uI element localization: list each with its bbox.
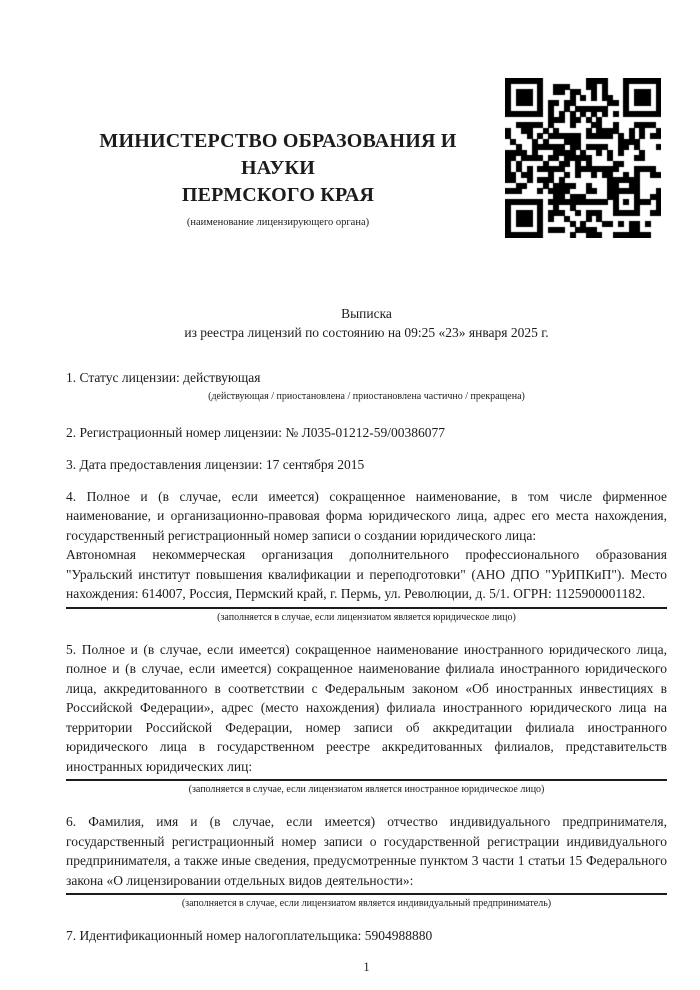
document-title-line1: Выписка xyxy=(341,306,392,321)
taxpayer-number-text: 7. Идентификационный номер налогоплательщика: 5904988880 xyxy=(66,928,433,943)
foreign-entity-underline xyxy=(66,779,667,781)
item-registration-number xyxy=(66,423,667,443)
entrepreneur-underline xyxy=(66,893,667,895)
item-license-grant-date xyxy=(66,455,667,475)
legal-entity-caption: (заполняется в случае, если лицензиатом является юридическое лицо) xyxy=(217,611,516,623)
legal-entity-value: Автономная некоммерческая организация дополнительного профессионального образования "Уральский институт повышения квалификации и переподготовки" (АНО ДПО "УрИПКиП"). Место нахождения: 614007, Россия, Пермский край, г. Пермь, ул. Революции, д. 5/1. ОГРН: 1125900001182. xyxy=(66,547,667,601)
licensing-authority-caption: (наименование лицензирующего органа) xyxy=(186,217,370,228)
document-title-line2: из реестра лицензий по состоянию на 09:25 «23» января 2025 г. xyxy=(184,325,549,340)
legal-entity-label: 4. Полное и (в случае, если имеется) сокращенное наименование, в том числе фирменное наименование, и организационно-правовая форма юридического лица, адрес его места нахождения, государственный регистрационный номер записи о создании юридического лица: xyxy=(66,488,667,543)
license-status-caption: (действующая / приостановлена / приостановлена частично / прекращена) xyxy=(208,390,525,402)
foreign-entity-caption: (заполняется в случае, если лицензиатом является иностранное юридическое лицо) xyxy=(188,784,545,795)
document-title xyxy=(66,297,667,342)
document-body xyxy=(66,297,667,977)
license-grant-date-text: 3. Дата предоставления лицензии: 17 сентября 2015 xyxy=(66,457,365,472)
qr-code xyxy=(505,78,661,238)
foreign-entity-label: 5. Полное и (в случае, если имеется) сокращенное наименование иностранного юридического лица, полное и (в случае, если имеется) сокращенное наименование филиала иностранного юридического лица, аккредитованного в соответствии с Федеральным законом «Об иностранных инвестициях в Российской Федерации», адрес (место нахождения) филиала иностранного юридического лица на территории Российской Федерации, номер записи об аккредитации филиала иностранного юридического лица в государственном реестре аккредитованных филиалов, представительств иностранных юридических лиц: xyxy=(66,641,667,774)
entrepreneur-label: 6. Фамилия, имя и (в случае, если имеется) отчество индивидуального предпринимателя, государственный регистрационный номер записи о государственной регистрации индивидуального предпринимателя, а также иные сведения, предусмотренные пунктом 3 части 1 статьи 15 Федерального закона «О лицензировании отдельных видов деятельности»: xyxy=(66,814,667,888)
license-status-text: 1. Статус лицензии: действующая xyxy=(66,370,261,385)
registration-number-text: 2. Регистрационный номер лицензии: № Л035-01212-59/00386077 xyxy=(66,424,446,440)
legal-entity-underline xyxy=(66,607,667,609)
item-taxpayer-number xyxy=(66,926,667,946)
licensing-authority-header xyxy=(66,128,490,229)
entrepreneur-caption: (заполняется в случае, если лицензиатом является индивидуальный предприниматель) xyxy=(181,898,552,909)
item-license-status xyxy=(66,368,667,403)
page-number: 1 xyxy=(363,959,370,974)
item-foreign-entity-details xyxy=(66,640,667,797)
ministry-name-line2: ПЕРМСКОГО КРАЯ xyxy=(181,184,375,206)
ministry-name-line1: МИНИСТЕРСТВО ОБРАЗОВАНИЯ И НАУКИ xyxy=(99,130,457,179)
item-legal-entity-details xyxy=(66,487,667,624)
item-entrepreneur-details xyxy=(66,812,667,910)
